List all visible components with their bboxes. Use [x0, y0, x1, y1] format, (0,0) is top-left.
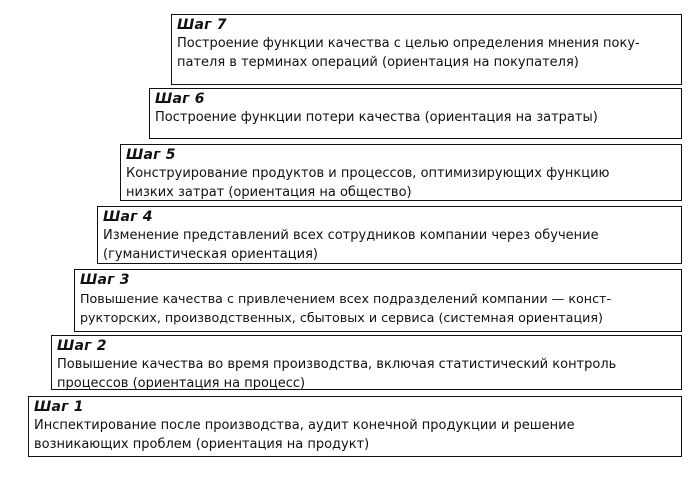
- step-3-title: Шаг 3: [80, 272, 130, 288]
- step-4-line-1: Изменение представлений всех сотрудников компании через обучение: [103, 228, 599, 243]
- step-2-line-2: процессов (ориентация на процесс): [57, 376, 306, 391]
- step-4-box: [97, 206, 682, 264]
- step-7-box: [171, 14, 682, 85]
- step-6-title: Шаг 6: [155, 91, 205, 107]
- step-1-line-1: Инспектирование после производства, аудит конечной продукции и решение: [34, 418, 575, 433]
- step-2-box: [51, 335, 682, 390]
- step-4-line-2: (гуманистическая ориентация): [103, 247, 318, 262]
- step-7-title: Шаг 7: [177, 17, 227, 33]
- step-4-title: Шаг 4: [103, 209, 153, 225]
- step-7-line-1: Построение функции качества с целью определения мнения поку-: [177, 36, 640, 51]
- step-5-line-1: Конструирование продуктов и процессов, оптимизирующих функцию: [126, 166, 610, 181]
- step-2-title: Шаг 2: [57, 338, 107, 354]
- step-6-box: [149, 88, 682, 139]
- step-3-line-2: рукторских, производственных, сбытовых и сервиса (системная ориентация): [80, 310, 603, 325]
- step-1-box: [28, 396, 682, 457]
- step-5-title: Шаг 5: [126, 147, 176, 163]
- step-6-line-1: Построение функции потери качества (ориентация на затраты): [155, 110, 598, 125]
- step-1-title: Шаг 1: [34, 399, 84, 415]
- step-7-line-2: пателя в терминах операций (ориентация на покупателя): [177, 55, 579, 70]
- step-3-box: [74, 269, 682, 332]
- step-2-line-1: Повышение качества во время производства, включая статистический контроль: [57, 357, 617, 372]
- step-1-line-2: возникающих проблем (ориентация на продукт): [34, 437, 370, 452]
- step-5-line-2: низких затрат (ориентация на общество): [126, 185, 412, 200]
- step-5-box: [120, 144, 682, 201]
- step-3-line-1: Повышение качества с привлечением всех подразделений компании — конст-: [80, 291, 612, 306]
